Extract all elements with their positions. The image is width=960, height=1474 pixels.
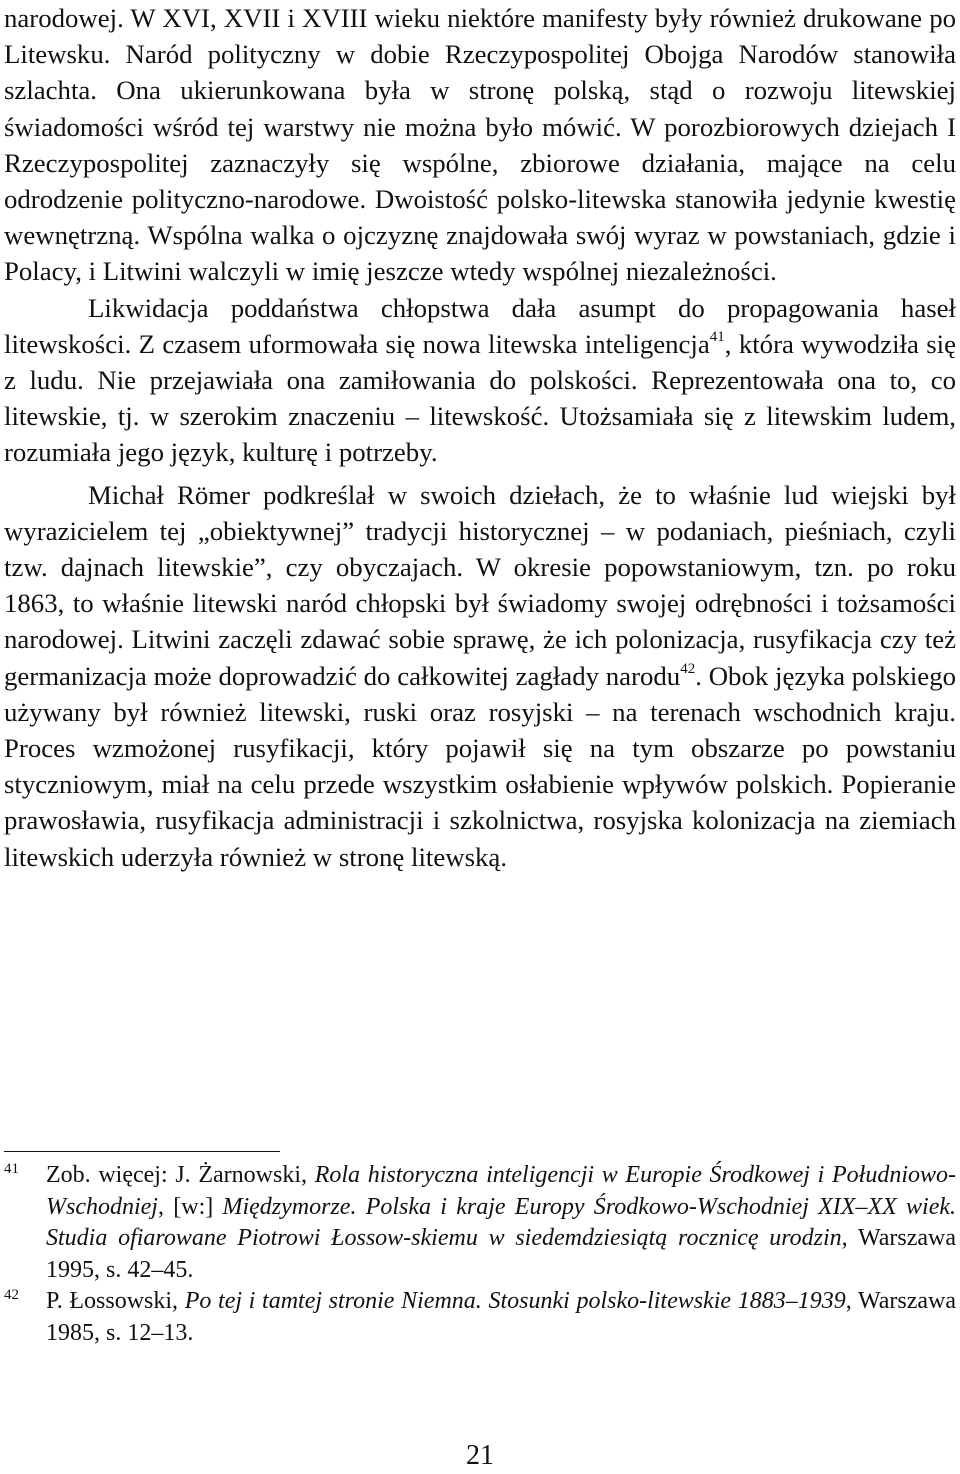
footnote-title: Międzymorze. Polska i kraje Europy Środkowo-Wschodniej XIX–XX wiek. Studia ofiarowane Piotrowi Łossow-skiemu w siedemdziesiątą rocznicę urodzin: [46, 1193, 957, 1251]
paragraph-1: narodowej. W XVI, XVII i XVIII wieku niektóre manifesty były również drukowane po Litewsku. Naród polityczny w dobie Rzeczypospolitej Obojga Narodów stanowiła szlachta. Ona ukierunkowana była w stronę polską, stąd o rozwoju litewskiej świadomości wśród tej warstwy nie można było mówić. W porozbiorowych dziejach I Rzeczypospolitej zaznaczyły się wspólne, zbiorowe działania, mające na celu odrodzenie polityczno-narodowe. Dwoistość polsko-litewska stanowiła jedynie kwestię wewnętrzną. Wspólna walka o ojczyznę znajdowała swój wyraz w powstaniach, gdzie i Polacy, i Litwini walczyli w imię jeszcze wtedy wspólnej niezależności.: [4, 3, 956, 287]
footnote-tail: , Warszawa 1985, s. 12–13.: [46, 1288, 956, 1346]
document-page: [4, 0, 956, 1474]
footnote-title: Rola historyczna inteligencji w Europie Środkowej i Południowo-Wschodniej: [46, 1162, 957, 1220]
page-number: 21: [466, 1440, 494, 1471]
paragraph-2: [4, 290, 956, 471]
paragraph-3-text-a: Michał Römer podkreślał w swoich dziełach, że to właśnie lud wiejski był wyrazicielem tej „obiektywnej” tradycji historycznej – w podaniach, pieśniach, czyli tzw. dajnach litewskie”, czy obyczajach. W okresie popowstaniowym, tzn. po roku 1863, to właśnie litewski naród chłopski był świadomy swojej odrębności i tożsamości narodowej. Litwini zaczęli zdawać sobie sprawę, że ich polonizacja, rusyfikacja czy też germanizacja może doprowadzić do całkowitej zagłady narodu: [4, 479, 956, 691]
paragraph-2-text-b: , która wywodziła się z ludu. Nie przejawiała ona zamiłowania do polskości. Reprezentowała ona to, co litewskie, tj. w szerokim znaczeniu – litewskość. Utożsamiała się z litewskim ludem, rozumiała jego język, kulturę i potrzeby.: [4, 328, 956, 468]
footnote-tail: , Warszawa 1995, s. 42–45.: [46, 1225, 956, 1283]
footnote-lead: Zob. więcej: J. Żarnowski,: [46, 1162, 315, 1188]
footnote-mid: , [w:]: [157, 1193, 223, 1220]
footnote-ref-42[interactable]: 42: [680, 660, 696, 677]
paragraph-2-text-a: Likwidacja poddaństwa chłopstwa dała asumpt do propagowania haseł litewskości. Z czasem uformowała się nowa litewska inteligencja: [4, 292, 956, 359]
footnotes: [4, 1160, 956, 1349]
footnote-separator: [4, 1151, 280, 1152]
footnote-42: [4, 1286, 956, 1349]
footnote-lead: P. Łossowski,: [46, 1288, 185, 1314]
main-text: [4, 0, 956, 875]
footnote-41: [4, 1160, 956, 1286]
footnote-number: 42: [4, 1287, 19, 1303]
footnote-title: Po tej i tamtej stronie Niemna. Stosunki polsko-litewskie 1883–1939: [184, 1288, 846, 1314]
footnote-ref-41[interactable]: 41: [709, 328, 725, 345]
paragraph-3-text-b: . Obok języka polskiego używany był również litewski, ruski oraz rosyjski – na terenach wschodnich kraju. Proces wzmożonej rusyfikacji, który pojawił się na tym obszarze po powstaniu styczniowym, miał na celu przede wszystkim osłabienie wpływów polskich. Popieranie prawosławia, rusyfikacja administracji i szkolnictwa, rosyjska kolonizacja na ziemiach litewskich uderzyła również w stronę litewską.: [4, 660, 956, 872]
paragraph-3: [4, 477, 956, 875]
footnote-number: 41: [4, 1161, 19, 1177]
